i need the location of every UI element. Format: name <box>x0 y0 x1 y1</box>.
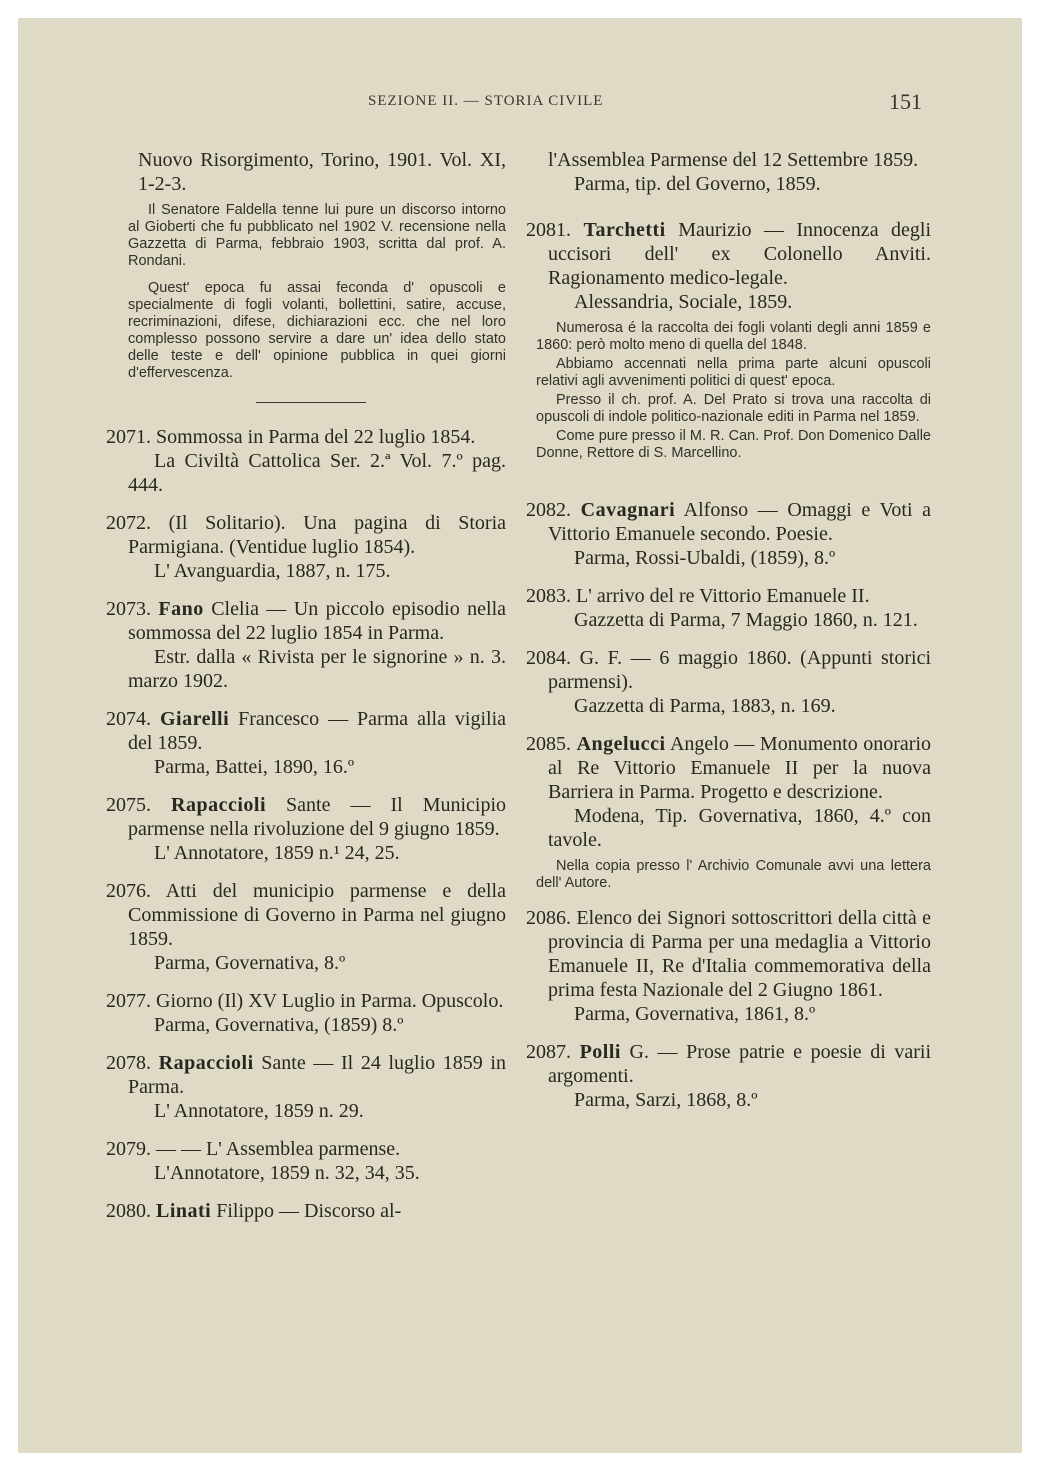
bibliography-entry <box>106 707 506 779</box>
entry-title: G. — Prose patrie e poesie di varii argomenti. <box>548 1041 932 1087</box>
entry-heading <box>526 732 931 804</box>
entry-publication: Gazzetta di Parma, 1883, n. 169. <box>574 695 836 717</box>
entry-title: Sommossa in Parma del 22 luglio 1854. <box>156 426 476 448</box>
entry-number: 2081. <box>526 219 571 241</box>
entry-author: Rapaccioli <box>158 1052 254 1074</box>
entry-number: 2079. <box>106 1138 151 1160</box>
entry-number: 2074. <box>106 708 151 730</box>
entry-title: G. F. — 6 maggio 1860. (Appunti storici parmensi). <box>548 647 931 693</box>
bibliography-entry <box>106 989 506 1037</box>
intro-note: Il Senatore Faldella tenne lui pure un discorso intorno al Gioberti che fu pubblicato nel 1902 V. recensione nella Gazzetta di Parma, febbraio 1903, scritta dal prof. A. Rondani. <box>128 202 506 269</box>
entry-author: Giarelli <box>159 708 230 730</box>
entry-number: 2075. <box>106 794 151 816</box>
entry-title: Filippo — Discorso al- <box>216 1200 402 1222</box>
entry-number: 2080. <box>106 1200 151 1222</box>
entry-publication: Parma, tip. del Governo, 1859. <box>574 173 821 195</box>
entry-publication: Modena, Tip. Governativa, 1860, 4.º con tavole. <box>548 805 931 851</box>
entry-heading <box>526 646 931 694</box>
left-column <box>106 148 506 1237</box>
entry-number: 2084. <box>526 647 571 669</box>
entry-title: l'Assemblea Parmense del 12 Settembre 1859. <box>548 149 919 171</box>
bibliography-entry <box>526 498 931 570</box>
intro-entry <box>106 148 506 382</box>
entry-title: Angelo — Monumento onorario al Re Vittorio Emanuele II per la nuova Barriera in Parma. Progetto e descrizione. <box>548 733 932 803</box>
entry-note: Abbiamo accennati nella prima parte alcuni opuscoli relativi agli avvenimenti politici di quest' epoca. <box>536 356 931 389</box>
entry-author: Rapaccioli <box>171 794 267 816</box>
entry-author: Tarchetti <box>583 219 666 241</box>
entry-heading <box>106 425 506 449</box>
bibliography-entry <box>106 1051 506 1123</box>
entry-title: Elenco dei Signori sottoscrittori della città e provincia di Parma per una medaglia a Vittorio Emanuele II, Re d'Italia commemorativa della prima festa Nazionale del 2 Giugno 1861. <box>548 907 932 1001</box>
right-entry-list <box>526 148 931 1112</box>
entry-number: 2076. <box>106 880 151 902</box>
entry-publication: Parma, Battei, 1890, 16.º <box>154 756 355 778</box>
entry-number: 2071. <box>106 426 151 448</box>
entry-title: Francesco — Parma alla vigilia del 1859. <box>128 708 507 754</box>
entry-heading <box>526 498 931 546</box>
entry-heading <box>526 1040 931 1088</box>
entry-heading <box>526 584 931 608</box>
page-number: 151 <box>889 89 922 114</box>
entry-note: Numerosa é la raccolta dei fogli volanti degli anni 1859 e 1860: però molto meno di quella del 1848. <box>536 320 931 353</box>
entry-title: L' arrivo del re Vittorio Emanuele II. <box>576 585 870 607</box>
entry-title: Maurizio — Innocenza degli uccisori dell' ex Colonello Anviti. Ragionamento medico-legale. <box>548 219 932 289</box>
bibliography-entry <box>106 511 506 583</box>
entry-heading <box>526 148 931 172</box>
bibliography-entry <box>106 597 506 693</box>
entry-author: Polli <box>579 1041 621 1063</box>
entry-heading <box>106 989 506 1013</box>
entry-publication: Gazzetta di Parma, 7 Maggio 1860, n. 121. <box>574 609 918 631</box>
entry-number: 2073. <box>106 598 151 620</box>
entry-title: Sante — Il 24 luglio 1859 in Parma. <box>128 1052 506 1098</box>
entry-publication: Parma, Governativa, 1861, 8.º <box>574 1003 816 1025</box>
separator-rule <box>256 402 366 403</box>
entry-author: Angelucci <box>576 733 666 755</box>
left-entry-list <box>106 425 506 1223</box>
bibliography-entry <box>526 906 931 1026</box>
bibliography-entry <box>526 732 931 892</box>
entry-title: — — L' Assemblea parmense. <box>156 1138 401 1160</box>
bibliography-entry <box>106 793 506 865</box>
entry-heading <box>106 793 506 841</box>
entry-note: Presso il ch. prof. A. Del Prato si trova una raccolta di opuscoli di indole politico-nazionale editi in Parma nel 1859. <box>536 392 931 425</box>
entry-publication: Parma, Sarzi, 1868, 8.º <box>574 1089 758 1111</box>
intro-line: Nuovo Risorgimento, Torino, 1901. Vol. XI, 1-2-3. <box>138 149 506 195</box>
running-header <box>18 89 1022 123</box>
entry-publication: Alessandria, Sociale, 1859. <box>574 291 793 313</box>
intro-note: Quest' epoca fu assai feconda d' opuscoli e specialmente di fogli volanti, bollettini, satire, accuse, recriminazioni, difese, dichiarazioni ecc. che nel loro complesso possono servire a dare un' idea dello stato delle teste e dell' opinione pubblica in quei giorni d'effervescenza. <box>128 280 506 381</box>
bibliography-entry <box>526 218 931 462</box>
entry-heading <box>106 1137 506 1161</box>
entry-heading <box>106 511 506 559</box>
bibliography-entry <box>526 148 931 196</box>
entry-number: 2078. <box>106 1052 151 1074</box>
entry-heading <box>526 906 931 1002</box>
entry-author: Cavagnari <box>580 499 676 521</box>
bibliography-entry <box>526 1040 931 1112</box>
bibliography-entry <box>526 584 931 632</box>
entry-number: 2083. <box>526 585 571 607</box>
entry-author: Fano <box>158 598 204 620</box>
entry-heading <box>526 218 931 290</box>
entry-title: Sante — Il Municipio parmense nella rivoluzione del 9 giugno 1859. <box>128 794 507 840</box>
entry-number: 2077. <box>106 990 151 1012</box>
entry-publication: L'Annotatore, 1859 n. 32, 34, 35. <box>154 1162 420 1184</box>
bibliography-entry <box>106 425 506 497</box>
bibliography-entry <box>526 646 931 718</box>
entry-publication: Parma, Governativa, 8.º <box>154 952 346 974</box>
entry-heading <box>106 597 506 645</box>
entry-publication: L' Avanguardia, 1887, n. 175. <box>154 560 391 582</box>
entry-publication: L' Annotatore, 1859 n. 29. <box>154 1100 364 1122</box>
bibliography-entry <box>106 1137 506 1185</box>
entry-heading <box>106 707 506 755</box>
entry-publication: L' Annotatore, 1859 n.¹ 24, 25. <box>154 842 400 864</box>
entry-heading <box>106 1051 506 1099</box>
right-column <box>526 148 931 1126</box>
running-title: SEZIONE II. — STORIA CIVILE <box>368 93 604 109</box>
entry-note: Come pure presso il M. R. Can. Prof. Don Domenico Dalle Donne, Rettore di S. Marcellino. <box>536 428 931 461</box>
entry-number: 2086. <box>526 907 571 929</box>
entry-heading <box>106 879 506 951</box>
bibliography-entry <box>106 1199 506 1223</box>
entry-number: 2082. <box>526 499 571 521</box>
entry-author: Linati <box>156 1200 212 1222</box>
entry-number: 2087. <box>526 1041 571 1063</box>
entry-heading <box>106 1199 506 1223</box>
entry-publication: Parma, Rossi-Ubaldi, (1859), 8.º <box>574 547 836 569</box>
entry-publication: La Civiltà Cattolica Ser. 2.ª Vol. 7.º pag. 444. <box>128 450 506 496</box>
entry-title: Giorno (Il) XV Luglio in Parma. Opuscolo. <box>156 990 504 1012</box>
entry-title: Atti del municipio parmense e della Commissione di Governo in Parma nel giugno 1859. <box>128 880 506 950</box>
entry-number: 2072. <box>106 512 151 534</box>
entry-title: (Il Solitario). Una pagina di Storia Parmigiana. (Ventidue luglio 1854). <box>128 512 507 558</box>
entry-number: 2085. <box>526 733 571 755</box>
entry-publication: Parma, Governativa, (1859) 8.º <box>154 1014 404 1036</box>
page <box>18 18 1022 1453</box>
entry-publication: Estr. dalla « Rivista per le signorine » n. 3. marzo 1902. <box>128 646 506 692</box>
entry-note: Nella copia presso l' Archivio Comunale avvi una lettera dell' Autore. <box>536 858 931 891</box>
entry-title: Alfonso — Omaggi e Voti a Vittorio Emanuele secondo. Poesie. <box>548 499 932 545</box>
entry-title: Clelia — Un piccolo episodio nella sommossa del 22 luglio 1854 in Parma. <box>128 598 507 644</box>
bibliography-entry <box>106 879 506 975</box>
